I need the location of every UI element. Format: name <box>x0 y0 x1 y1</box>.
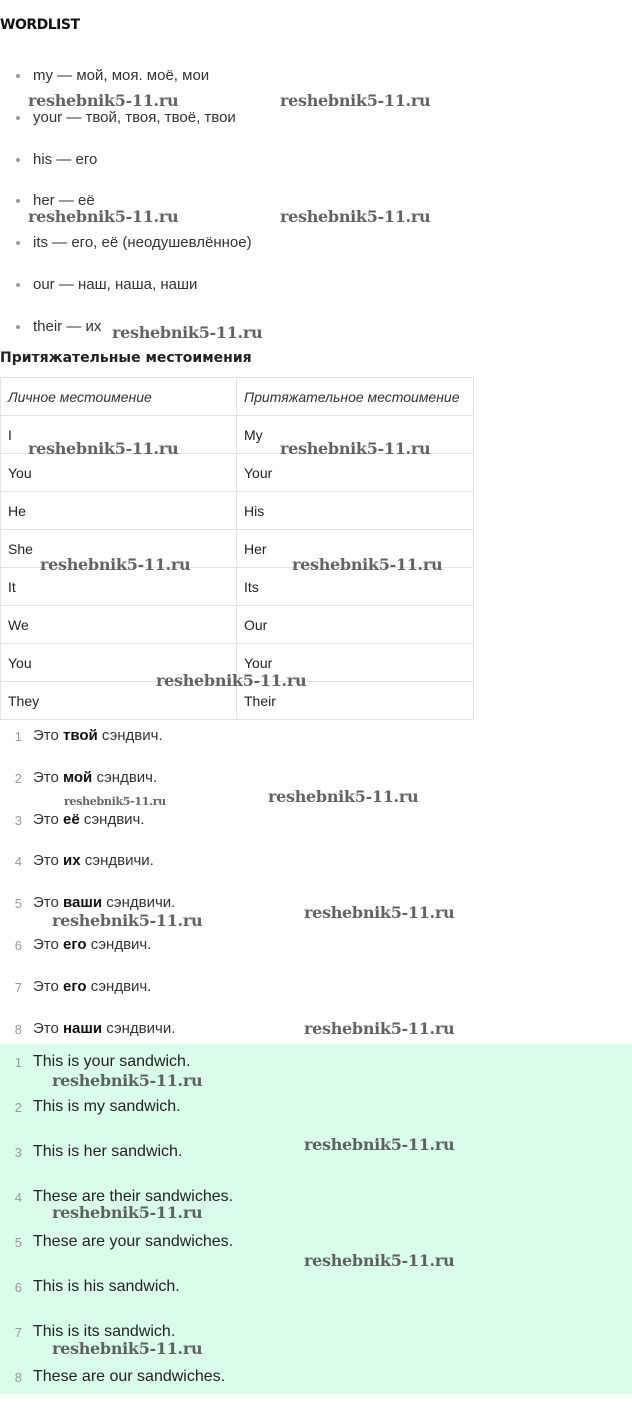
answer-text: This is his sandwich. <box>33 1278 180 1295</box>
watermark: reshebnik5-11.ru <box>28 439 179 458</box>
table-cell: Your <box>237 454 474 492</box>
item-number: 1 <box>14 729 22 744</box>
table-cell: It <box>1 568 237 606</box>
table-cell: We <box>1 606 237 644</box>
watermark: reshebnik5-11.ru <box>40 555 191 574</box>
table-cell: Its <box>237 568 474 606</box>
table-cell: My <box>237 416 474 454</box>
watermark: reshebnik5-11.ru <box>304 1251 455 1270</box>
sentence-text: Это <box>33 852 63 870</box>
list-item <box>0 1095 632 1140</box>
wordlist-item-text: your — твой, твоя, твоё, твои <box>33 108 236 126</box>
table-header-possessive: Притяжательное местоимение <box>237 378 474 416</box>
bullet-icon <box>16 283 20 287</box>
table-row <box>1 454 474 492</box>
item-number: 3 <box>14 812 22 828</box>
list-item <box>0 975 632 1017</box>
watermark: reshebnik5-11.ru <box>304 903 455 922</box>
table-cell: You <box>1 644 237 682</box>
table-cell: He <box>1 492 237 530</box>
table-cell: I <box>1 416 237 454</box>
watermark: reshebnik5-11.ru <box>112 323 263 342</box>
sentence-bold-word: наши <box>63 1019 103 1037</box>
wordlist-item-text: his — его <box>33 150 98 168</box>
sentence-text: сэндвич. <box>97 727 163 744</box>
watermark: reshebnik5-11.ru <box>28 207 179 226</box>
watermark: reshebnik5-11.ru <box>28 91 179 110</box>
bullet-icon <box>16 158 20 162</box>
sentence-bold-word: его <box>63 935 87 953</box>
watermark: reshebnik5-11.ru <box>280 91 431 110</box>
sentence-text: Это <box>33 935 63 953</box>
item-number: 2 <box>14 1100 22 1115</box>
table-cell: Her <box>237 530 474 568</box>
item-number: 7 <box>14 1325 22 1340</box>
sentence-text: сэндвич. <box>92 768 158 786</box>
wordlist-item-text: its — его, её (неодушевлённое) <box>33 234 252 252</box>
list-item <box>0 933 632 975</box>
sentence-text: Это <box>33 810 63 828</box>
table-cell: Our <box>237 606 474 644</box>
table-cell: His <box>237 492 474 530</box>
list-item <box>0 1365 632 1410</box>
table-row <box>1 492 474 530</box>
list-item <box>0 808 632 850</box>
table-cell: Your <box>237 644 474 682</box>
item-number: 3 <box>14 1145 22 1160</box>
watermark: reshebnik5-11.ru <box>280 439 431 458</box>
watermark: reshebnik5-11.ru <box>268 787 419 806</box>
bullet-icon <box>16 241 20 245</box>
item-number: 1 <box>14 1055 22 1070</box>
answer-text: This is its sandwich. <box>33 1323 176 1340</box>
watermark: reshebnik5-11.ru <box>292 555 443 574</box>
sentence-text: сэндвичи. <box>102 1019 176 1037</box>
item-number: 5 <box>14 1235 22 1250</box>
table-row <box>1 606 474 644</box>
wordlist-item <box>0 231 632 273</box>
wordlist-item-text: my — мой, моя. моё, мои <box>33 67 210 84</box>
sentence-text: Это <box>33 768 63 786</box>
watermark: reshebnik5-11.ru <box>52 1203 203 1222</box>
watermark: reshebnik5-11.ru <box>52 1339 203 1358</box>
item-number: 8 <box>14 1021 22 1037</box>
item-number: 6 <box>14 937 22 953</box>
sentence-text: сэндвичи. <box>80 852 154 870</box>
wordlist-item <box>0 273 632 315</box>
sentence-text: сэндвич. <box>86 935 152 953</box>
answer-text: This is her sandwich. <box>33 1143 183 1160</box>
wordlist-item-text: her — её <box>33 192 95 210</box>
pronoun-table <box>0 377 474 720</box>
sentence-text: Это <box>33 727 63 744</box>
sentence-bold-word: твой <box>63 727 98 744</box>
watermark: reshebnik5-11.ru <box>52 911 203 930</box>
sentence-bold-word: мой <box>63 768 93 786</box>
answer-text: These are our sandwiches. <box>33 1368 226 1385</box>
table-header-row <box>1 378 474 416</box>
sentence-text: Это <box>33 894 63 912</box>
item-number: 5 <box>14 896 22 912</box>
watermark: reshebnik5-11.ru <box>304 1019 455 1038</box>
sentence-text: Это <box>33 977 63 995</box>
table-cell: Their <box>237 682 474 720</box>
watermark: reshebnik5-11.ru <box>64 795 166 808</box>
bullet-icon <box>16 74 20 78</box>
bullet-icon <box>16 325 20 329</box>
item-number: 6 <box>14 1280 22 1295</box>
wordlist-item <box>0 106 632 148</box>
answer-text: This is your sandwich. <box>33 1053 191 1070</box>
table-cell: You <box>1 454 237 492</box>
item-number: 8 <box>14 1370 22 1385</box>
sentence-bold-word: её <box>63 810 80 828</box>
bullet-icon <box>16 199 20 203</box>
sentence-bold-word: их <box>63 852 81 870</box>
russian-sentences-list <box>0 724 632 1058</box>
watermark: reshebnik5-11.ru <box>304 1135 455 1154</box>
answer-text: These are your sandwiches. <box>33 1233 234 1250</box>
sentence-text: сэндвич. <box>79 810 145 828</box>
list-item <box>0 1275 632 1320</box>
bullet-icon <box>16 116 20 120</box>
sentence-text: сэндвичи. <box>102 894 176 912</box>
wordlist-item <box>0 148 632 190</box>
wordlist-item-text: our — наш, наша, наши <box>33 275 198 293</box>
item-number: 7 <box>14 979 22 995</box>
watermark: reshebnik5-11.ru <box>280 207 431 226</box>
list-item <box>0 849 632 891</box>
sentence-text: сэндвич. <box>86 977 152 995</box>
table-header-personal: Личное местоимение <box>1 378 237 416</box>
item-number: 4 <box>14 854 22 870</box>
sentence-bold-word: его <box>63 977 87 995</box>
wordlist-heading: WORDLIST <box>0 17 80 33</box>
wordlist-item-text: their — их <box>33 317 102 335</box>
item-number: 4 <box>14 1190 22 1205</box>
section-title: Притяжательные местоимения <box>0 350 252 366</box>
watermark: reshebnik5-11.ru <box>156 671 307 690</box>
watermark: reshebnik5-11.ru <box>52 1071 203 1090</box>
answer-text: This is my sandwich. <box>33 1098 181 1115</box>
table-cell: They <box>1 682 237 720</box>
sentence-bold-word: ваши <box>63 894 103 912</box>
item-number: 2 <box>14 770 22 786</box>
answer-text: These are their sandwiches. <box>33 1188 234 1205</box>
sentence-text: Это <box>33 1019 63 1037</box>
list-item <box>0 724 632 766</box>
table-cell: She <box>1 530 237 568</box>
